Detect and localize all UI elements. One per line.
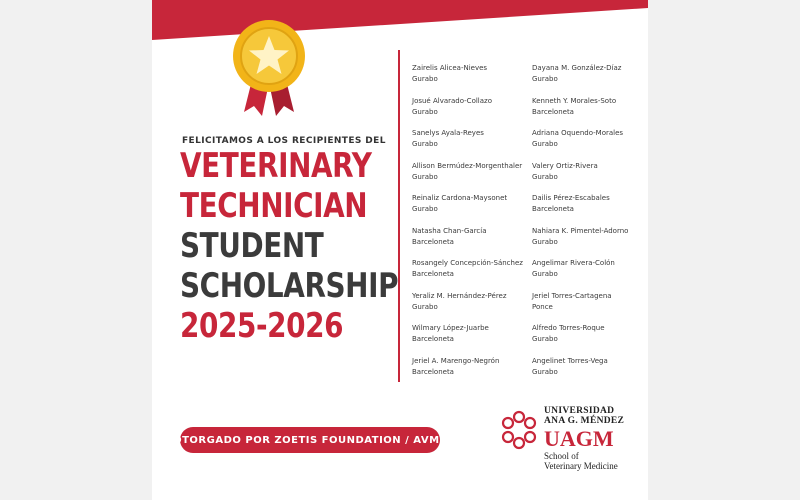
list-item — [412, 194, 532, 227]
list-item — [412, 357, 532, 390]
award-ribbon-medal-icon — [226, 16, 312, 124]
recipient-campus: Gurabo — [412, 302, 438, 311]
recipient-campus: Barceloneta — [412, 367, 454, 376]
recipient-name: Allison Bermúdez-Morgenthaler — [412, 161, 523, 170]
university-name: UNIVERSIDAD — [544, 406, 615, 416]
recipients-left-column — [412, 64, 532, 389]
sponsor-banner: OTORGADO POR ZOETIS FOUNDATION / AVMF — [180, 427, 440, 453]
recipient-name: Jeriel Torres-Cartagena — [532, 291, 612, 300]
recipient-name: Zairelis Alicea-Nieves — [412, 64, 488, 72]
recipient-campus: Gurabo — [412, 140, 438, 148]
recipient-name: Josué Alvarado-Collazo — [412, 96, 492, 105]
recipient-name: Jeriel A. Marengo-Negrón — [412, 356, 500, 365]
recipient-campus: Gurabo — [532, 172, 558, 181]
list-item — [532, 97, 648, 130]
university-name-line2: ANA G. MÉNDEZ — [544, 416, 625, 426]
school-line1: School of — [544, 451, 579, 461]
uagm-ring-logo-icon — [499, 410, 539, 450]
recipient-campus: Barceloneta — [412, 335, 454, 343]
recipient-name: Sanelys Ayala-Reyes — [412, 129, 484, 137]
recipient-campus: Gurabo — [532, 140, 558, 148]
list-item — [412, 292, 532, 325]
title-line-veterinary: VETERINARY — [180, 146, 372, 186]
list-item — [532, 162, 648, 195]
recipient-campus: Gurabo — [412, 205, 438, 213]
recipient-campus: Barceloneta — [532, 107, 574, 116]
recipient-name: Angelinet Torres-Vega — [532, 356, 608, 365]
list-item — [532, 194, 648, 227]
recipient-name: Kenneth Y. Morales-Soto — [532, 96, 617, 105]
recipient-campus: Gurabo — [412, 107, 438, 116]
recipient-name: Dayana M. González-Díaz — [532, 64, 622, 72]
list-item — [412, 259, 532, 292]
recipient-campus: Barceloneta — [412, 270, 454, 278]
recipient-campus: Gurabo — [412, 75, 438, 83]
recipient-name: Reinaliz Cardona-Maysonet — [412, 194, 508, 202]
school-line2: Veterinary Medicine — [544, 461, 618, 471]
list-item — [532, 292, 648, 325]
recipient-name: Valery Ortiz-Rivera — [532, 161, 598, 170]
list-item — [532, 64, 648, 97]
recipient-name: Adriana Oquendo-Morales — [532, 129, 624, 137]
list-item — [412, 64, 532, 97]
congratulations-lead: FELICITAMOS A LOS RECIPIENTES DEL — [182, 136, 386, 146]
recipient-campus: Gurabo — [532, 237, 558, 246]
list-item — [412, 162, 532, 195]
recipients-right-column — [532, 64, 648, 389]
list-item — [532, 357, 648, 390]
recipient-campus: Gurabo — [532, 270, 558, 278]
recipient-name: Nahiara K. Pimentel-Adorno — [532, 226, 629, 235]
scholarship-poster — [152, 0, 648, 500]
list-item — [532, 129, 648, 162]
title-line-student: STUDENT — [180, 226, 324, 266]
recipient-name: Angelimar Rivera-Colón — [532, 259, 615, 267]
brand-acronym: UAGM — [544, 426, 614, 451]
column-divider — [398, 50, 400, 382]
recipient-campus: Gurabo — [412, 172, 438, 181]
recipient-campus: Ponce — [532, 302, 553, 311]
university-logo — [544, 406, 648, 471]
list-item — [412, 97, 532, 130]
recipient-campus: Gurabo — [532, 75, 558, 83]
recipient-name: Natasha Chan-García — [412, 226, 487, 235]
list-item — [412, 227, 532, 260]
title-line-technician: TECHNICIAN — [180, 186, 368, 226]
list-item — [412, 129, 532, 162]
recipient-name: Alfredo Torres-Roque — [532, 324, 605, 332]
recipient-name: Dailis Pérez-Escabales — [532, 194, 610, 202]
title-line-year: 2025-2026 — [180, 306, 344, 346]
title-line-scholarship: SCHOLARSHIP — [180, 266, 399, 306]
list-item — [532, 259, 648, 292]
recipient-campus: Gurabo — [532, 367, 558, 376]
recipient-name: Wilmary López-Juarbe — [412, 324, 489, 332]
recipient-name: Rosangely Concepción-Sánchez — [412, 259, 523, 267]
recipient-name: Yeraliz M. Hernández-Pérez — [412, 291, 507, 300]
list-item — [532, 324, 648, 357]
list-item — [412, 324, 532, 357]
recipient-campus: Gurabo — [532, 335, 558, 343]
list-item — [532, 227, 648, 260]
recipient-campus: Barceloneta — [532, 205, 574, 213]
recipient-campus: Barceloneta — [412, 237, 454, 246]
